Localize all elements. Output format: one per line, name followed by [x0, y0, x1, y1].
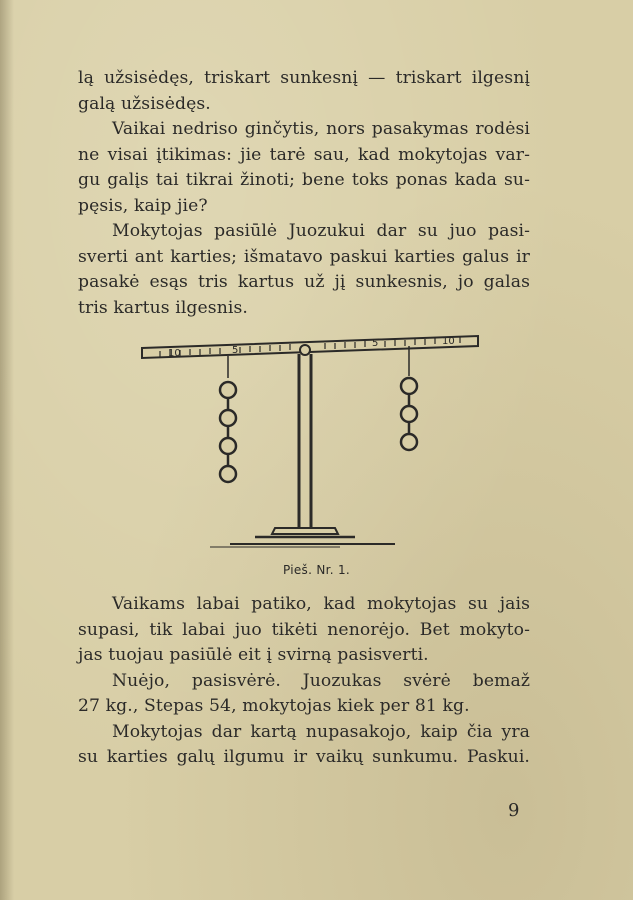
text-line: 27 kg., Stepas 54, mokytojas kiek per 81 kg. [78, 696, 470, 716]
text-line: ne visai įtikimas: jie tarė sau, kad mokytojas var- [78, 144, 530, 165]
text-line: pasakė esąs tris kartus už jį sunkesnis, jo galas [78, 272, 530, 292]
scale-label: 5 [372, 338, 379, 349]
left-weights [220, 382, 236, 482]
text-line: sverti ant karties; išmatavo paskui karties galus ir [78, 246, 530, 267]
right-weights [401, 378, 417, 450]
page-number: 9 [508, 800, 520, 821]
text-line: Vaikai nedriso ginčytis, nors pasakymas rodėsi [112, 119, 530, 139]
text-line: tris kartus ilgesnis. [78, 297, 248, 318]
page-edge-shadow [0, 0, 14, 900]
text-line: supasi, tik labai juo tikėti nenorėjo. Bet mokyto- [78, 619, 530, 640]
scale-label: 10 [442, 336, 455, 347]
figure-caption: Pieš. Nr. 1. [282, 563, 351, 577]
pivot [300, 345, 310, 355]
text-line: Vaikams labai patiko, kad mokytojas su jais [112, 594, 530, 614]
text-line: Nuėjo, pasisvėrė. Juozukas svėrė bemaž [112, 670, 530, 691]
text-line: lą užsisėdęs, triskart sunkesnį — triskart ilgesnį [78, 68, 530, 88]
scale-label: 10 [168, 348, 181, 359]
text-line: Mokytojas dar kartą nupasakojo, kaip čia yra [112, 721, 530, 742]
top-text-block [78, 66, 530, 321]
text-line: galą užsisėdęs. [78, 93, 211, 114]
text-line: gu galįs tai tikrai žinoti; bene toks ponas kada su- [78, 170, 530, 190]
balance-scale-figure [140, 330, 480, 550]
text-line: Mokytojas pasiūlė Juozukui dar su juo pasi- [112, 221, 530, 241]
scale-label: 5 [232, 345, 239, 356]
text-line: pęsis, kaip jie? [78, 195, 208, 216]
bottom-text-block [78, 592, 530, 771]
base [272, 528, 338, 534]
text-line: jas tuojau pasiūlė eit į svirną pasisverti. [78, 645, 429, 665]
text-line: su karties galų ilgumu ir vaikų sunkumu. Paskui. [78, 747, 530, 767]
